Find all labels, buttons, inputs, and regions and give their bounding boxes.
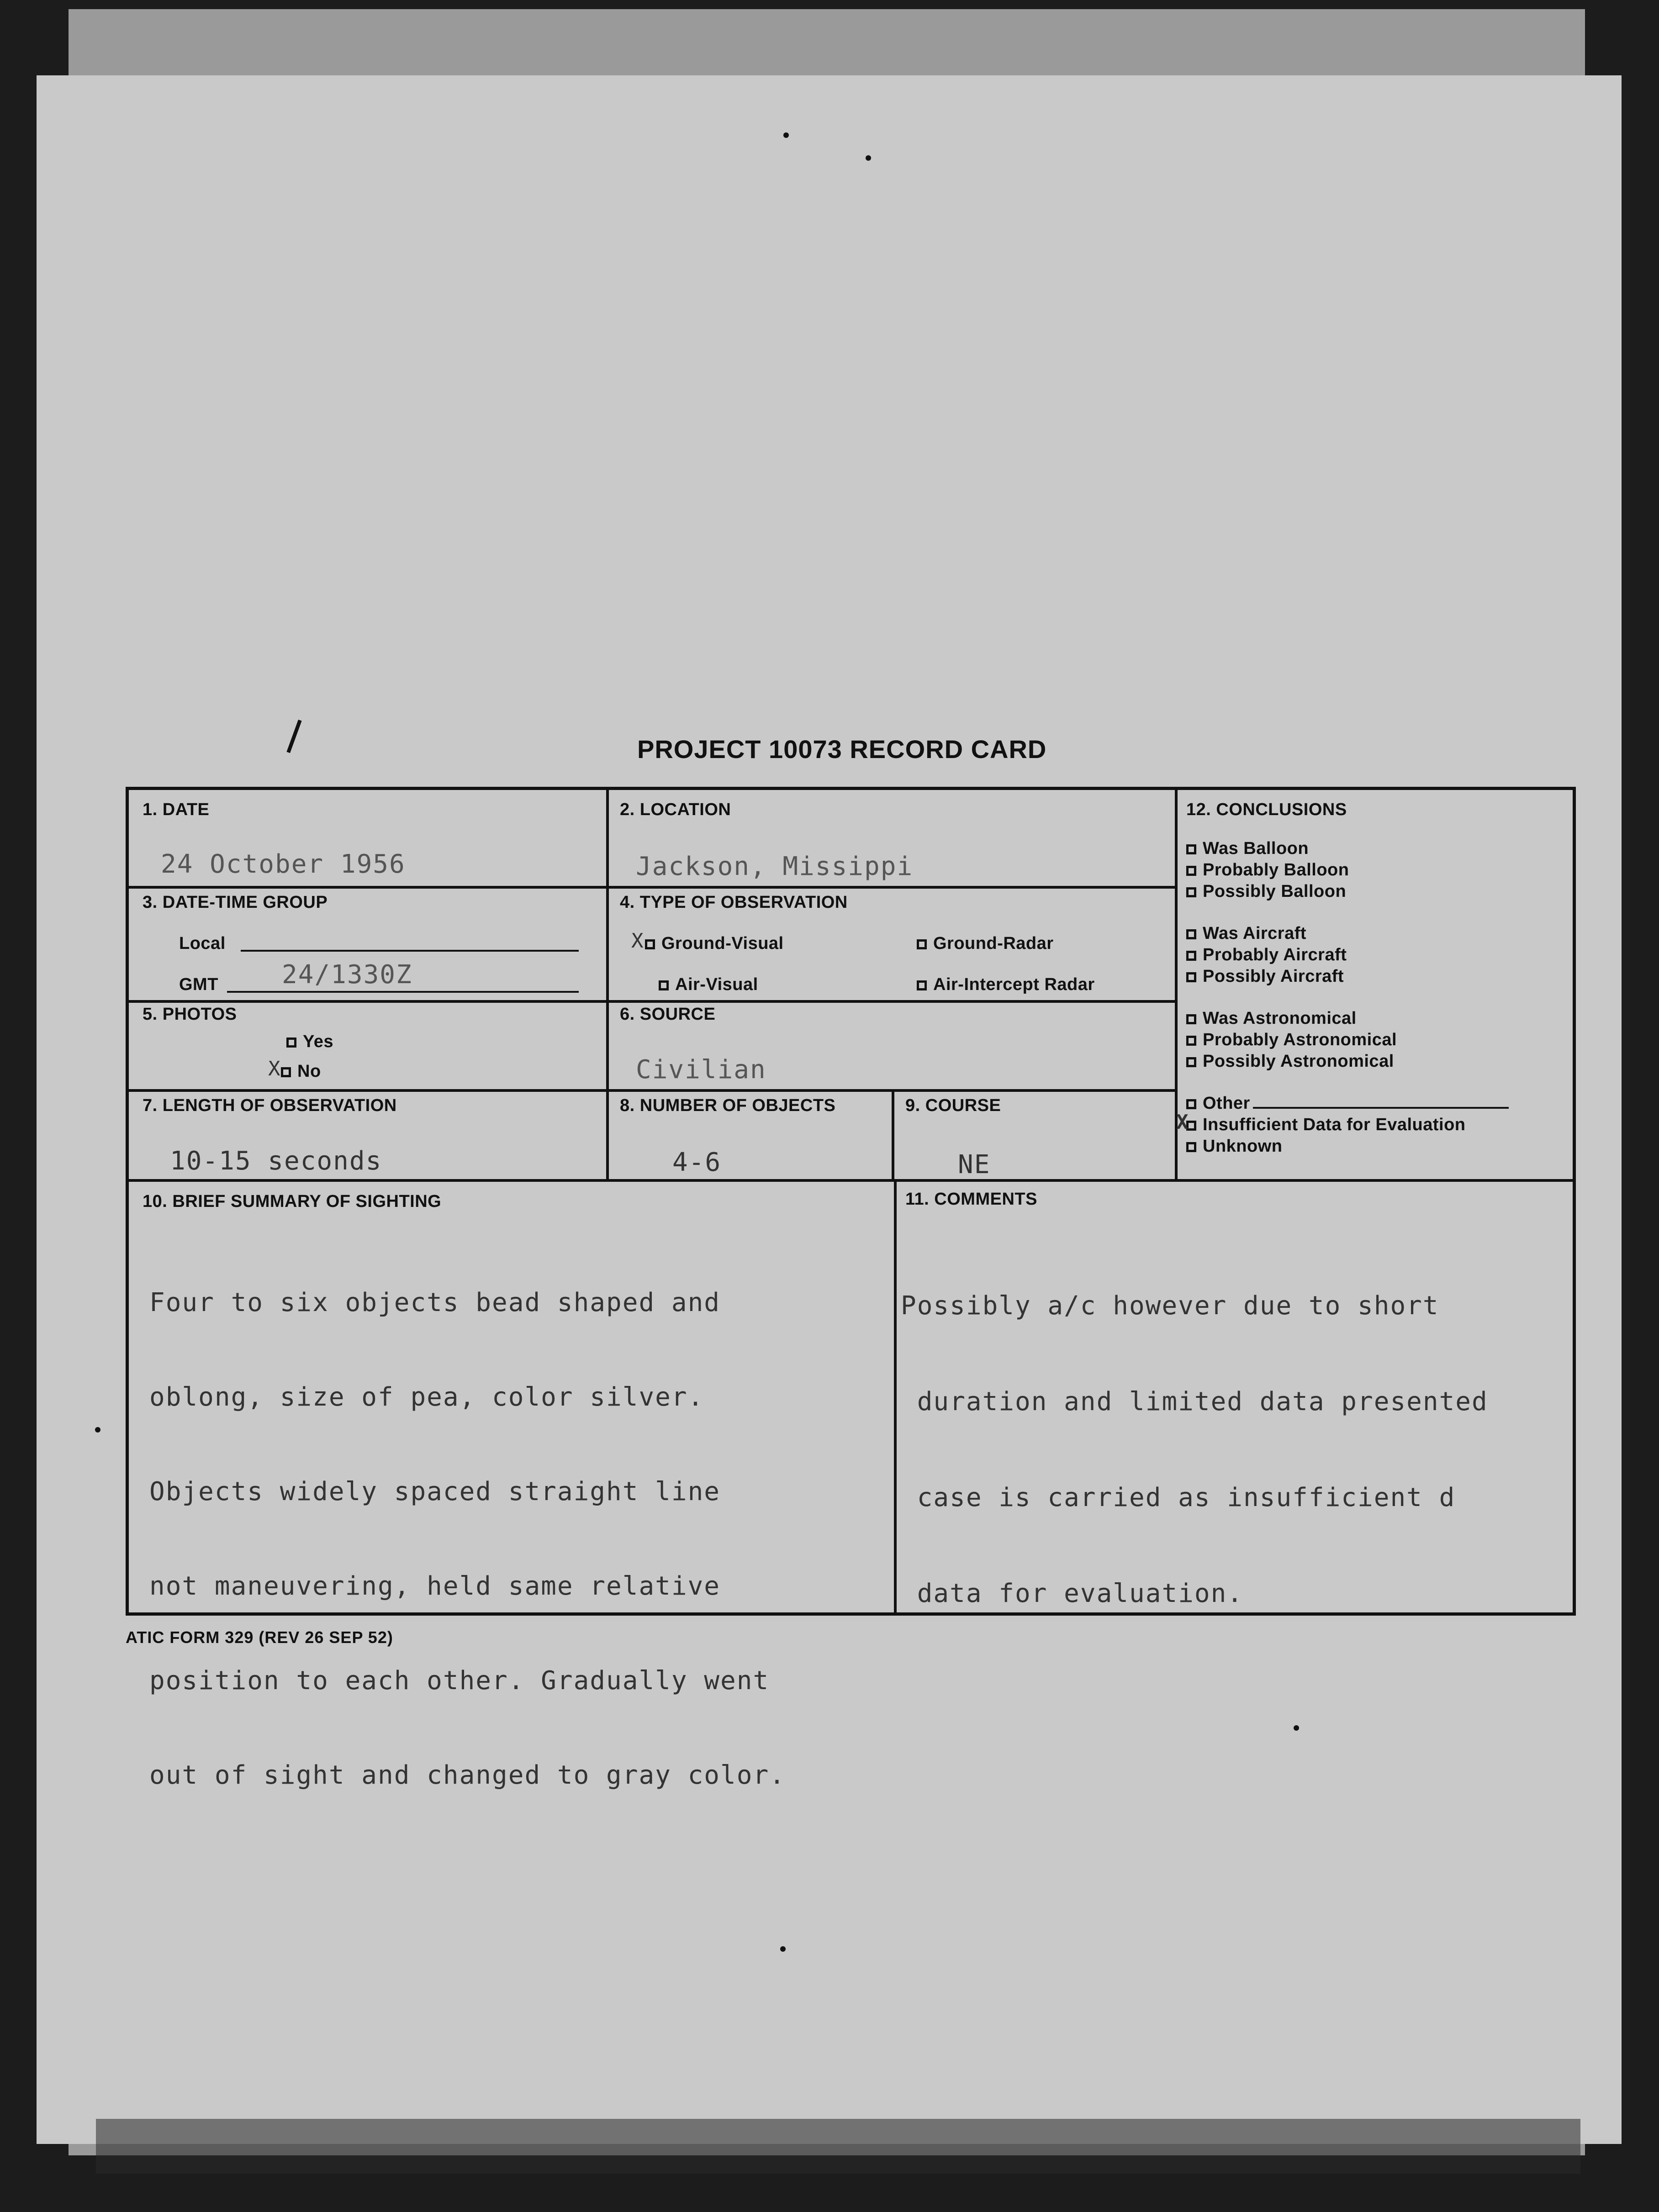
conclusion-probably-astronomical[interactable]: Probably Astronomical bbox=[1186, 1029, 1509, 1051]
photos-yes-option[interactable] bbox=[286, 1032, 333, 1052]
divider bbox=[892, 1091, 894, 1180]
ground-visual-text: Ground-Visual bbox=[661, 934, 784, 953]
length-label: 7. LENGTH OF OBSERVATION bbox=[143, 1096, 397, 1115]
air-visual-option[interactable] bbox=[659, 975, 758, 995]
ground-radar-option[interactable] bbox=[917, 934, 1054, 953]
summary-line: Objects widely spaced straight line bbox=[149, 1477, 721, 1506]
conclusions-list bbox=[1176, 838, 1509, 1157]
other-line bbox=[1253, 1107, 1509, 1109]
checkbox-icon[interactable] bbox=[1186, 866, 1196, 876]
gmt-label: GMT bbox=[179, 975, 218, 994]
checkbox-icon[interactable] bbox=[1186, 1099, 1196, 1109]
conclusion-insufficient-data[interactable]: X Insufficient Data for Evaluation bbox=[1176, 1111, 1466, 1134]
ground-radar-text: Ground-Radar bbox=[933, 934, 1054, 953]
divider bbox=[606, 790, 609, 1180]
checkbox-icon[interactable] bbox=[917, 980, 927, 990]
conclusion-was-aircraft[interactable]: Was Aircraft bbox=[1186, 923, 1509, 944]
spacer bbox=[1186, 987, 1509, 1008]
checkbox-icon[interactable] bbox=[1186, 951, 1196, 961]
comments-line: Possibly a/c however due to short bbox=[901, 1291, 1439, 1321]
conclusion-probably-balloon[interactable]: Probably Balloon bbox=[1186, 859, 1509, 881]
conclusion-was-balloon[interactable]: Was Balloon bbox=[1186, 838, 1509, 859]
conclusion-possibly-aircraft[interactable]: Possibly Aircraft bbox=[1186, 966, 1509, 987]
checkbox-icon[interactable] bbox=[1186, 972, 1196, 982]
summary-line: oblong, size of pea, color silver. bbox=[149, 1382, 704, 1412]
checkbox-icon[interactable] bbox=[659, 980, 669, 990]
conclusions-label: 12. CONCLUSIONS bbox=[1186, 800, 1347, 819]
comments-line: data for evaluation. bbox=[901, 1579, 1244, 1608]
local-line bbox=[241, 950, 579, 952]
conclusion-possibly-astronomical[interactable]: Possibly Astronomical bbox=[1186, 1051, 1509, 1072]
scan-speck bbox=[783, 132, 789, 138]
date-value: 24 October 1956 bbox=[161, 849, 406, 879]
photos-no-text: No bbox=[297, 1062, 321, 1081]
comments-text bbox=[901, 1226, 1488, 1674]
summary-line: position to each other. Gradually went bbox=[149, 1666, 770, 1696]
summary-label: 10. BRIEF SUMMARY OF SIGHTING bbox=[143, 1192, 442, 1211]
air-intercept-text: Air-Intercept Radar bbox=[933, 975, 1095, 994]
source-value: Civilian bbox=[636, 1055, 766, 1085]
checkbox-icon[interactable] bbox=[1186, 929, 1196, 939]
divider bbox=[129, 1089, 1175, 1092]
location-value: Jackson, Missippi bbox=[636, 852, 914, 881]
checkbox-icon[interactable] bbox=[1186, 1057, 1196, 1067]
divider bbox=[129, 1000, 1175, 1003]
scan-shadow bbox=[96, 2119, 1580, 2174]
conclusion-unknown[interactable]: Unknown bbox=[1186, 1136, 1509, 1157]
summary-line: out of sight and changed to gray color. bbox=[149, 1760, 786, 1790]
scan-speck bbox=[780, 1946, 786, 1952]
ground-visual-option[interactable] bbox=[645, 934, 784, 953]
checkbox-icon[interactable] bbox=[1186, 1142, 1196, 1152]
comments-label: 11. COMMENTS bbox=[905, 1190, 1037, 1209]
photos-yes-text: Yes bbox=[303, 1032, 334, 1051]
comments-line: case is carried as insufficient d bbox=[901, 1483, 1456, 1512]
air-intercept-option[interactable] bbox=[917, 975, 1095, 995]
checkbox-icon[interactable] bbox=[1186, 887, 1196, 897]
gmt-value: 24/1330Z bbox=[282, 960, 412, 990]
checkbox-icon[interactable] bbox=[1186, 844, 1196, 854]
checkbox-icon[interactable] bbox=[645, 939, 655, 949]
conclusion-was-astronomical[interactable]: Was Astronomical bbox=[1186, 1008, 1509, 1029]
local-label: Local bbox=[179, 934, 226, 953]
scan-speck bbox=[95, 1427, 100, 1433]
air-visual-text: Air-Visual bbox=[675, 975, 758, 994]
conclusion-probably-aircraft[interactable]: Probably Aircraft bbox=[1186, 944, 1509, 966]
objects-label: 8. NUMBER OF OBJECTS bbox=[620, 1096, 836, 1115]
scan-speck bbox=[1294, 1725, 1299, 1731]
checkbox-icon[interactable] bbox=[1186, 1014, 1196, 1024]
summary-text bbox=[149, 1224, 786, 1854]
ground-visual-check-mark: X bbox=[631, 929, 644, 953]
checkbox-icon[interactable] bbox=[286, 1038, 296, 1048]
comments-line: duration and limited data presented bbox=[901, 1387, 1488, 1417]
checkbox-icon[interactable] bbox=[917, 939, 927, 949]
location-label: 2. LOCATION bbox=[620, 800, 731, 819]
form-number: ATIC FORM 329 (REV 26 SEP 52) bbox=[126, 1628, 393, 1647]
divider bbox=[129, 1179, 1574, 1182]
checkbox-icon[interactable] bbox=[1186, 1036, 1196, 1046]
conclusion-possibly-balloon[interactable]: Possibly Balloon bbox=[1186, 881, 1509, 902]
photos-no-option[interactable] bbox=[281, 1062, 321, 1081]
photos-no-check-mark: X bbox=[268, 1057, 280, 1080]
length-value: 10-15 seconds bbox=[170, 1146, 382, 1176]
course-value: NE bbox=[958, 1150, 991, 1180]
card-title: PROJECT 10073 RECORD CARD bbox=[637, 735, 1047, 764]
spacer bbox=[1186, 1072, 1509, 1093]
conclusion-other[interactable]: Other bbox=[1186, 1093, 1509, 1114]
summary-line: Four to six objects bead shaped and bbox=[149, 1288, 721, 1317]
checkbox-icon[interactable] bbox=[281, 1067, 291, 1077]
photos-label: 5. PHOTOS bbox=[143, 1005, 237, 1024]
dtg-label: 3. DATE-TIME GROUP bbox=[143, 893, 328, 912]
scan-speck bbox=[866, 155, 871, 161]
observation-type-label: 4. TYPE OF OBSERVATION bbox=[620, 893, 848, 912]
spacer bbox=[1186, 902, 1509, 923]
source-label: 6. SOURCE bbox=[620, 1005, 716, 1024]
objects-value: 4-6 bbox=[672, 1148, 722, 1177]
date-label: 1. DATE bbox=[143, 800, 210, 819]
course-label: 9. COURSE bbox=[905, 1096, 1001, 1115]
insufficient-check-mark: X bbox=[1176, 1111, 1189, 1134]
divider bbox=[894, 1180, 897, 1613]
divider bbox=[129, 886, 1175, 889]
gmt-line bbox=[227, 991, 579, 993]
summary-line: not maneuvering, held same relative bbox=[149, 1571, 721, 1601]
